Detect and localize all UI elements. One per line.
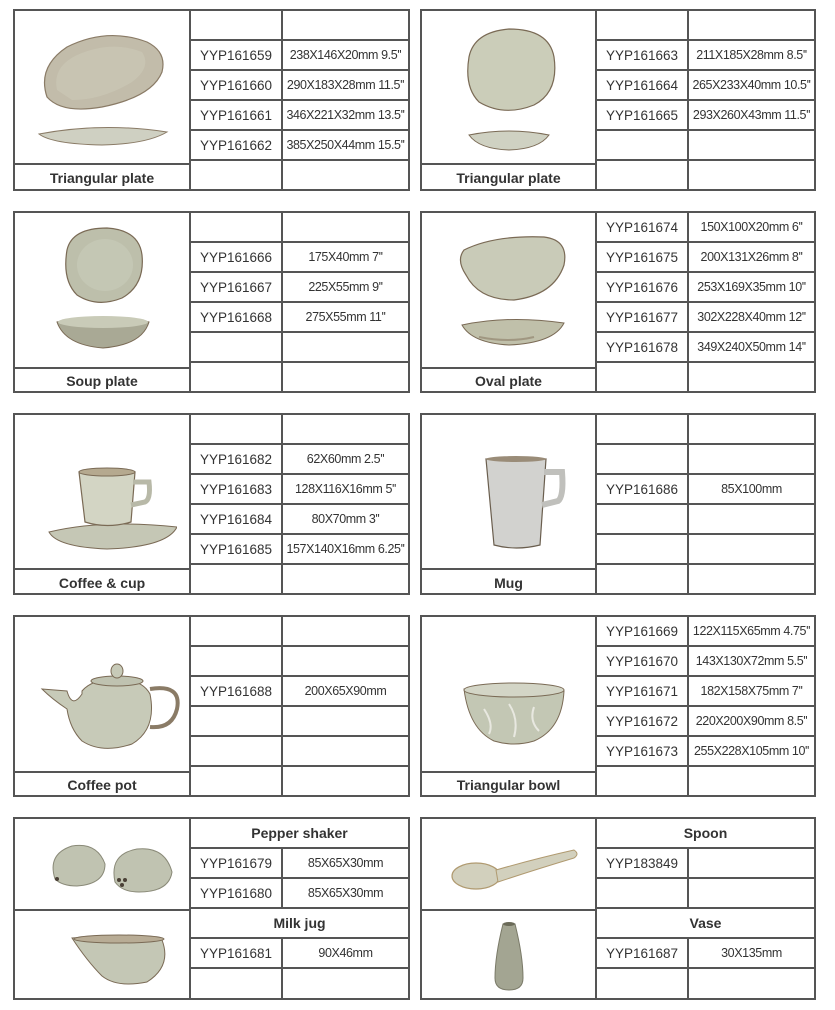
table-row bbox=[191, 131, 408, 161]
table-row bbox=[191, 767, 408, 795]
oval-plate-image bbox=[434, 225, 584, 355]
product-block-oval-plate bbox=[420, 211, 816, 393]
item-code: YYP161687 bbox=[597, 939, 689, 967]
item-code: YYP161683 bbox=[191, 475, 283, 503]
item-code: YYP161681 bbox=[191, 939, 283, 967]
item-code bbox=[597, 505, 689, 533]
item-size: 200X65X90mm bbox=[304, 684, 387, 698]
item-size: 128X116X16mm 5'' bbox=[295, 482, 396, 496]
product-name: Triangular plate bbox=[15, 163, 191, 191]
item-code bbox=[597, 363, 689, 391]
coffee-pot-image bbox=[22, 629, 182, 759]
spec-table bbox=[597, 617, 814, 795]
product-image-cell bbox=[422, 415, 597, 568]
product-image-cell bbox=[15, 819, 191, 909]
table-row bbox=[191, 41, 408, 71]
item-code: YYP161674 bbox=[597, 213, 689, 241]
spec-table bbox=[191, 213, 408, 391]
product-block-triangular-plate-2 bbox=[420, 9, 816, 191]
item-size: 290X183X28mm 11.5'' bbox=[286, 78, 405, 92]
item-code: YYP161671 bbox=[597, 677, 689, 705]
milk-jug-image bbox=[27, 916, 177, 996]
spoon-image bbox=[434, 824, 584, 904]
table-row bbox=[191, 415, 408, 445]
item-code bbox=[191, 565, 283, 593]
spec-table bbox=[597, 11, 814, 189]
pepper-shaker-image bbox=[27, 824, 177, 904]
spec-table bbox=[191, 617, 408, 795]
item-size bbox=[689, 969, 814, 998]
item-size bbox=[689, 161, 814, 189]
item-code bbox=[597, 565, 689, 593]
item-size bbox=[689, 445, 814, 473]
item-code bbox=[597, 969, 689, 998]
item-code: YYP161684 bbox=[191, 505, 283, 533]
item-size bbox=[689, 415, 814, 443]
item-code bbox=[191, 415, 283, 443]
product-image-cell bbox=[15, 617, 191, 771]
item-code: YYP161678 bbox=[597, 333, 689, 361]
item-code: YYP183849 bbox=[597, 849, 689, 877]
product-block-mug bbox=[420, 413, 816, 595]
table-row bbox=[191, 647, 408, 677]
product-block-triangular-bowl bbox=[420, 615, 816, 797]
soup-plate-image bbox=[27, 220, 177, 360]
item-code bbox=[191, 213, 283, 241]
item-size: 385X250X44mm 15.5'' bbox=[286, 138, 405, 152]
item-size bbox=[689, 11, 814, 39]
spec-table bbox=[191, 415, 408, 593]
table-row bbox=[597, 363, 814, 391]
table-row bbox=[597, 849, 814, 879]
item-code: YYP161668 bbox=[191, 303, 283, 331]
item-code bbox=[597, 879, 689, 907]
item-size bbox=[689, 131, 814, 159]
table-row bbox=[597, 737, 814, 767]
item-size bbox=[283, 363, 408, 391]
item-size: 143X130X72mm 5.5'' bbox=[695, 654, 808, 668]
table-row bbox=[191, 707, 408, 737]
table-row bbox=[597, 415, 814, 445]
item-size bbox=[689, 505, 814, 533]
product-name: Soup plate bbox=[15, 367, 191, 393]
section-title: Vase bbox=[597, 909, 814, 939]
item-size bbox=[283, 333, 408, 361]
item-size: 238X146X20mm 9.5'' bbox=[289, 48, 402, 62]
table-row bbox=[191, 879, 408, 909]
product-image-cell bbox=[15, 911, 191, 1000]
table-row bbox=[597, 647, 814, 677]
table-row bbox=[191, 363, 408, 391]
item-size bbox=[283, 737, 408, 765]
product-block-soup-plate bbox=[13, 211, 410, 393]
item-code bbox=[191, 737, 283, 765]
table-row bbox=[191, 737, 408, 767]
item-size: 62X60mm 2.5'' bbox=[306, 452, 385, 466]
item-size: 85X65X30mm bbox=[307, 886, 384, 900]
product-image-cell bbox=[422, 819, 597, 909]
product-name: Triangular plate bbox=[422, 163, 597, 191]
item-code bbox=[191, 767, 283, 795]
item-code bbox=[191, 363, 283, 391]
item-size: 275X55mm 11'' bbox=[305, 310, 386, 324]
table-row bbox=[191, 71, 408, 101]
item-code bbox=[191, 617, 283, 645]
triangular-bowl-image bbox=[434, 629, 584, 759]
item-size bbox=[283, 565, 408, 593]
item-size: 200X131X26mm 8'' bbox=[700, 250, 803, 264]
item-code: YYP161672 bbox=[597, 707, 689, 735]
item-code bbox=[597, 767, 689, 795]
mug-image bbox=[434, 427, 584, 557]
table-row bbox=[597, 333, 814, 363]
item-size bbox=[283, 161, 408, 189]
product-block-coffee-pot bbox=[13, 615, 410, 797]
table-row bbox=[597, 969, 814, 998]
table-row bbox=[191, 565, 408, 593]
table-row bbox=[597, 273, 814, 303]
item-size: 302X228X40mm 12'' bbox=[697, 310, 806, 324]
item-code bbox=[597, 11, 689, 39]
item-code: YYP161673 bbox=[597, 737, 689, 765]
item-size: 182X158X75mm 7'' bbox=[700, 684, 803, 698]
table-row bbox=[597, 445, 814, 475]
item-size: 150X100X20mm 6'' bbox=[700, 220, 803, 234]
item-size bbox=[283, 767, 408, 795]
item-code bbox=[191, 969, 283, 998]
product-name: Oval plate bbox=[422, 367, 597, 393]
item-size bbox=[689, 363, 814, 391]
table-row bbox=[597, 101, 814, 131]
item-size: 30X135mm bbox=[721, 946, 782, 960]
spec-table bbox=[597, 819, 814, 998]
table-row bbox=[597, 475, 814, 505]
item-size bbox=[283, 213, 408, 241]
item-code bbox=[597, 131, 689, 159]
item-size: 225X55mm 9'' bbox=[308, 280, 383, 294]
item-code bbox=[191, 333, 283, 361]
item-size: 80X70mm 3'' bbox=[311, 512, 380, 526]
item-code: YYP161682 bbox=[191, 445, 283, 473]
table-row bbox=[597, 707, 814, 737]
item-code: YYP161659 bbox=[191, 41, 283, 69]
item-code: YYP161664 bbox=[597, 71, 689, 99]
section-title: Milk jug bbox=[191, 909, 408, 939]
table-row bbox=[597, 41, 814, 71]
table-row bbox=[191, 213, 408, 243]
item-code: YYP161666 bbox=[191, 243, 283, 271]
item-size: 265X233X40mm 10.5'' bbox=[692, 78, 811, 92]
item-code: YYP161685 bbox=[191, 535, 283, 563]
item-size: 293X260X43mm 11.5'' bbox=[692, 108, 811, 122]
table-row bbox=[597, 161, 814, 189]
table-row bbox=[597, 617, 814, 647]
triangular-plate-image bbox=[27, 22, 177, 152]
item-code bbox=[191, 647, 283, 675]
item-code: YYP161660 bbox=[191, 71, 283, 99]
product-name: Mug bbox=[422, 568, 597, 595]
item-size: 346X221X32mm 13.5'' bbox=[286, 108, 405, 122]
table-row bbox=[597, 303, 814, 333]
item-code: YYP161669 bbox=[597, 617, 689, 645]
table-row bbox=[597, 939, 814, 969]
product-image-cell bbox=[422, 11, 597, 163]
item-size bbox=[689, 565, 814, 593]
product-image-cell bbox=[15, 11, 191, 163]
spec-table bbox=[597, 213, 814, 391]
item-code: YYP161665 bbox=[597, 101, 689, 129]
table-row bbox=[191, 273, 408, 303]
table-row bbox=[191, 677, 408, 707]
table-row bbox=[597, 565, 814, 593]
table-row bbox=[597, 767, 814, 795]
section-title: Pepper shaker bbox=[191, 819, 408, 849]
product-name: Triangular bowl bbox=[422, 771, 597, 797]
product-name: Coffee pot bbox=[15, 771, 191, 797]
coffee-cup-saucer-image bbox=[27, 427, 177, 557]
item-code: YYP161686 bbox=[597, 475, 689, 503]
item-code bbox=[597, 161, 689, 189]
item-size bbox=[283, 11, 408, 39]
item-code bbox=[597, 415, 689, 443]
table-row bbox=[597, 879, 814, 909]
table-row bbox=[191, 505, 408, 535]
item-code bbox=[597, 535, 689, 563]
table-row bbox=[191, 617, 408, 647]
item-size: 175X40mm 7'' bbox=[308, 250, 383, 264]
product-block-coffee-cup bbox=[13, 413, 410, 595]
item-code: YYP161662 bbox=[191, 131, 283, 159]
item-size bbox=[689, 767, 814, 795]
table-row bbox=[191, 243, 408, 273]
item-size: 157X140X16mm 6.25'' bbox=[286, 542, 405, 556]
table-row bbox=[191, 161, 408, 189]
product-image-cell bbox=[422, 911, 597, 1000]
item-code: YYP161677 bbox=[597, 303, 689, 331]
item-size: 122X115X65mm 4.75'' bbox=[692, 624, 811, 638]
item-size: 85X65X30mm bbox=[307, 856, 384, 870]
spec-table bbox=[191, 819, 408, 998]
vase-image bbox=[479, 916, 539, 996]
item-code: YYP161675 bbox=[597, 243, 689, 271]
item-size: 220X200X90mm 8.5'' bbox=[695, 714, 808, 728]
item-size bbox=[283, 647, 408, 675]
table-row bbox=[597, 505, 814, 535]
table-row bbox=[597, 243, 814, 273]
item-code: YYP161688 bbox=[191, 677, 283, 705]
item-size: 90X46mm bbox=[318, 946, 373, 960]
item-code: YYP161663 bbox=[597, 41, 689, 69]
item-size: 253X169X35mm 10'' bbox=[697, 280, 806, 294]
item-code bbox=[191, 161, 283, 189]
table-row bbox=[597, 11, 814, 41]
table-row bbox=[191, 333, 408, 363]
item-code: YYP161670 bbox=[597, 647, 689, 675]
item-size: 255X228X105mm 10'' bbox=[693, 744, 810, 758]
product-image-cell bbox=[422, 213, 597, 367]
product-block-spoon-vase bbox=[420, 817, 816, 1000]
table-row bbox=[597, 535, 814, 565]
product-name: Coffee & cup bbox=[15, 568, 191, 595]
section-title: Spoon bbox=[597, 819, 814, 849]
table-row bbox=[597, 213, 814, 243]
table-row bbox=[191, 535, 408, 565]
item-size bbox=[689, 849, 814, 877]
table-row bbox=[191, 11, 408, 41]
item-size: 211X185X28mm 8.5'' bbox=[696, 48, 807, 62]
item-size bbox=[283, 969, 408, 998]
product-block-triangular-plate bbox=[13, 9, 410, 191]
table-row bbox=[191, 969, 408, 998]
table-row bbox=[597, 131, 814, 161]
item-size bbox=[689, 535, 814, 563]
item-code bbox=[191, 11, 283, 39]
table-row bbox=[191, 849, 408, 879]
triangular-plate-round-image bbox=[434, 17, 584, 157]
table-row bbox=[191, 939, 408, 969]
item-code: YYP161676 bbox=[597, 273, 689, 301]
item-size bbox=[283, 617, 408, 645]
item-size bbox=[283, 707, 408, 735]
item-size: 349X240X50mm 14'' bbox=[697, 340, 806, 354]
product-image-cell bbox=[422, 617, 597, 771]
table-row bbox=[191, 303, 408, 333]
item-code bbox=[191, 707, 283, 735]
item-code: YYP161661 bbox=[191, 101, 283, 129]
item-code bbox=[597, 445, 689, 473]
item-size bbox=[689, 879, 814, 907]
spec-table bbox=[191, 11, 408, 189]
item-size: 85X100mm bbox=[721, 482, 782, 496]
product-block-pepper-milk bbox=[13, 817, 410, 1000]
table-row bbox=[191, 101, 408, 131]
table-row bbox=[597, 677, 814, 707]
product-image-cell bbox=[15, 415, 191, 568]
table-row bbox=[597, 71, 814, 101]
table-row bbox=[191, 475, 408, 505]
item-code: YYP161667 bbox=[191, 273, 283, 301]
product-image-cell bbox=[15, 213, 191, 367]
spec-table bbox=[597, 415, 814, 593]
item-code: YYP161679 bbox=[191, 849, 283, 877]
table-row bbox=[191, 445, 408, 475]
item-size bbox=[283, 415, 408, 443]
item-code: YYP161680 bbox=[191, 879, 283, 907]
